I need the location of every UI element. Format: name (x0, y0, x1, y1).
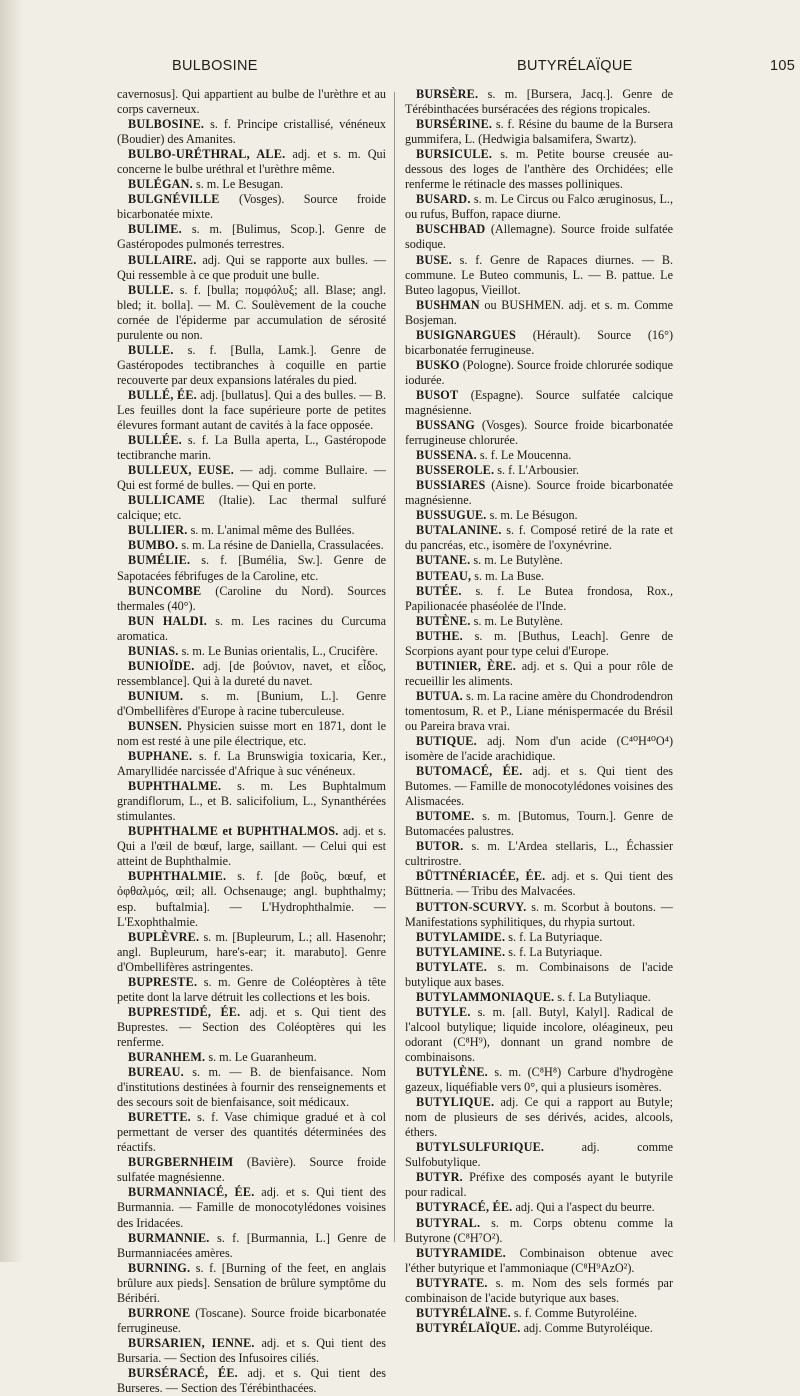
entry-definition: s. f. Composé retiré de la rate et du pancréas, etc., isomère de l'oxynévrine. (405, 523, 673, 553)
dictionary-entry (405, 222, 673, 252)
entry-headword: BUTÈNE. (416, 613, 471, 628)
dictionary-entry (117, 584, 386, 614)
entry-headword: BUTUA. (416, 688, 463, 703)
entry-headword: BULÉGAN. (128, 177, 193, 192)
dictionary-entry (117, 869, 386, 929)
entry-definition: — adj. comme Bullaire. — Qui est formé de bulles. — Qui en porte. (117, 463, 386, 493)
dictionary-entry (117, 1261, 386, 1306)
entry-headword: BUTYLE. (416, 1004, 471, 1019)
entry-headword: BULIME. (128, 222, 182, 237)
entry-definition: s. m. [Bupleurum, L.; all. Hasenohr; angl. Bupleurum, hare's-ear; it. marabuto]. Genre d'Ombellifères astringentes. (117, 929, 386, 974)
dictionary-entry (117, 1155, 386, 1185)
entry-definition: s. f. [bulla; πομφόλυξ; all. Blase; angl. bled; it. bolla]. — M. C. Soulèvement de la couche cornée de l'épiderme par accumulation de sérosité purulente ou non. (117, 282, 386, 342)
dictionary-entry (117, 463, 386, 493)
entry-definition: (Aisne). Source froide bicarbonatée magnésienne. (405, 478, 674, 508)
dictionary-entry (405, 1276, 673, 1306)
dictionary-entry (405, 117, 673, 147)
dictionary-entry (405, 553, 673, 568)
dictionary-entry (117, 644, 386, 659)
entry-headword: BULLAIRE. (128, 252, 197, 267)
dictionary-entry (405, 809, 673, 839)
dictionary-entry (117, 388, 386, 433)
dictionary-entry (405, 1005, 673, 1065)
entry-headword: BÜTTNÉRIACÉE, ÉE. (416, 869, 546, 884)
entry-definition: adj. Qui a l'aspect du beurre. (515, 1200, 655, 1215)
entry-definition: adj. et s. Qui tient des Büttneria. — Tribu des Malvacées. (405, 869, 674, 899)
dictionary-entry (405, 478, 673, 508)
dictionary-entry (405, 523, 673, 553)
entry-headword: BUPLÈVRE. (128, 929, 200, 944)
dictionary-entry (405, 1140, 673, 1170)
entry-definition: s. f. Genre de Rapaces diurnes. — B. commune. Le Buteo communis, L. — B. pattue. Le Buteo lagopus, Vieillot. (405, 252, 674, 297)
dictionary-entry (405, 192, 673, 222)
entry-headword: BUNSEN. (128, 718, 182, 733)
entry-definition: adj. et s. Qui tient des Butomes. — Famille de monocotylédones voisines des Alismacées. (405, 764, 673, 809)
entry-definition: adj. et s. m. Qui concerne le bulbe uréthral et l'urèthre même. (117, 147, 386, 177)
dictionary-entry (405, 689, 673, 734)
dictionary-entry (405, 945, 673, 960)
entry-headword: BUPHTHALME et BUPHTHALMOS. (128, 824, 339, 839)
entry-definition: (Caroline du Nord). Sources thermales (40°). (117, 583, 387, 613)
entry-definition: (Bavière). Source froide sulfatée magnésienne. (117, 1155, 386, 1185)
dictionary-entry (405, 448, 673, 463)
entry-definition: s. m. La racine amère du Chondrodendron tomentosum, R. et P., Liane ménispermacée du Brésil ou Pareira brava vrai. (405, 688, 674, 733)
entry-headword: BUSOT (416, 387, 459, 402)
entry-definition: s. m. [all. Butyl, Kalyl]. Radical de l'alcool butylique; liquide incolore, oléagineux, peu odorant (C⁸H⁹), donnant un grand nombre de combinaisons. (405, 1004, 673, 1064)
dictionary-entry (117, 283, 386, 343)
entry-headword: BUNIAS. (128, 643, 179, 658)
dictionary-entry (405, 418, 673, 448)
entry-headword: BUTYRACÉ, ÉE. (416, 1200, 513, 1215)
dictionary-entry (405, 569, 673, 584)
entry-definition: s. m. Le Bésugon. (489, 508, 578, 523)
entry-definition: adj. Ce qui a rapport au Butyle; nom de plusieurs de ses dérivés, acides, alcools, éthers. (405, 1095, 673, 1140)
entry-headword: BUTYLATE. (416, 959, 487, 974)
entry-definition: s. m. [Butomus, Tourn.]. Genre de Butomacées palustres. (405, 809, 673, 839)
entry-definition: s. m. [Buthus, Leach]. Genre de Scorpions ayant pour type celui d'Europe. (405, 628, 674, 658)
dictionary-entry (405, 328, 673, 358)
dictionary-entry (117, 779, 386, 824)
entry-definition: s. f. La Butyriaque. (508, 929, 603, 944)
entry-headword: BUSSIARES (416, 478, 486, 493)
entry-headword: BUTHE. (416, 628, 463, 643)
entry-definition: adj. et s. Qui a pour rôle de recueillir les aliments. (405, 658, 673, 688)
entry-headword: BURSÈRE. (416, 87, 479, 101)
entry-definition: s. m. La Buse. (474, 568, 545, 583)
header-left-guideword: BULBOSINE (172, 58, 258, 74)
dictionary-entry (117, 177, 386, 192)
entry-headword: BULLICAME (128, 493, 205, 508)
entry-headword: BURSICULE. (416, 147, 493, 162)
dictionary-entry (405, 358, 673, 388)
dictionary-entry (405, 253, 673, 298)
entry-definition: (Italie). Lac thermal sulfuré calcique; etc. (117, 493, 386, 523)
dictionary-entry (405, 930, 673, 945)
entry-definition: s. f. [de βοῦς, bœuf, et ὀφθαλμός, œil; all. Ochsenauge; angl. buphthalmy; esp. buftalmia]. — L'Hydrophthalmie. — L'Exophthalmie. (117, 869, 386, 929)
entry-headword: BUMÉLIE. (128, 553, 191, 568)
entry-definition: s. m. — B. de bienfaisance. Nom d'institutions destinées à fournir des renseignements et des secours soit de bienfaisance, soit médicaux. (117, 1065, 386, 1110)
entry-definition: s. m. [Bulimus, Scop.]. Genre de Gastéropodes pulmonés terrestres. (117, 222, 386, 252)
dictionary-entry (117, 1185, 386, 1230)
dictionary-entry (117, 1065, 386, 1110)
dictionary-entry (117, 147, 386, 177)
dictionary-entry (405, 1095, 673, 1140)
page-number: 105 (770, 58, 796, 74)
entry-headword: BULLE. (128, 342, 174, 357)
entry-headword: BULLE. (128, 282, 174, 297)
entry-definition: (Vosges). Source froide bicarbonatée mixte. (117, 192, 387, 222)
entry-headword: BUTTON-SCURVY. (416, 899, 527, 914)
entry-headword: BUTÉE. (416, 583, 462, 598)
entry-definition: adj. et s. Qui tient des Bursaria. — Section des Infusoires ciliés. (117, 1335, 386, 1365)
dictionary-entry (405, 659, 673, 689)
entry-headword: BUNIOÏDE. (128, 658, 195, 673)
entry-definition: s. m. Le Guaranheum. (208, 1050, 317, 1064)
book-spine-shadow (0, 0, 24, 1262)
entry-headword: BUTYR. (416, 1170, 463, 1185)
dictionary-entry (117, 1005, 386, 1050)
entry-definition: (Espagne). Source sulfatée calcique magnésienne. (405, 387, 673, 417)
entry-headword: BURMANNIE. (128, 1230, 210, 1245)
entry-headword: BUPHTHALMIE. (128, 869, 227, 884)
dictionary-entry (117, 719, 386, 749)
entry-headword: BULBO-URÉTHRAL, ALE. (128, 147, 286, 162)
dictionary-entry (117, 1306, 386, 1336)
entry-headword: BUSARD. (416, 192, 471, 207)
dictionary-entry (405, 584, 673, 614)
entry-definition: adj. et s. Qui a l'œil de bœuf, large, saillant. — Celui qui est atteint de Buphthalmie. (117, 824, 386, 869)
left-column (117, 87, 387, 1396)
entry-definition: (Hérault). Source (16°) bicarbonatée ferrugineuse. (405, 327, 674, 357)
dictionary-entry (117, 523, 386, 538)
entry-definition: adj. Comme Butyroléique. (523, 1320, 653, 1335)
entry-headword: BURMANNIACÉ, ÉE. (128, 1185, 255, 1200)
entry-headword: BUTOME. (416, 809, 475, 824)
dictionary-entry (117, 659, 386, 689)
entry-definition: Préfixe des composés ayant le butyrile pour radical. (405, 1170, 673, 1200)
entry-headword: BUREAU. (128, 1065, 184, 1080)
entry-definition: ou BUSHMEN. adj. et s. m. Comme Bosjeman. (405, 297, 674, 327)
dictionary-entry (405, 614, 673, 629)
entry-definition: adj. Qui se rapporte aux bulles. — Qui ressemble à ce que produit une bulle. (117, 252, 386, 282)
dictionary-entry (405, 1306, 673, 1321)
dictionary-entry (117, 343, 386, 388)
entry-headword: BUTIQUE. (416, 734, 477, 749)
entry-headword: BUSHMAN (416, 297, 480, 312)
entry-headword: BUSKO (416, 357, 460, 372)
dictionary-entry (405, 764, 673, 809)
dictionary-entry (405, 1200, 673, 1215)
entry-definition: cavernosus]. Qui appartient au bulbe de l'urèthre et au corps caverneux. (117, 87, 386, 117)
dictionary-entry (117, 87, 386, 117)
entry-definition: (Vosges). Source froide bicarbonatée ferrugineuse chlorurée. (405, 418, 674, 448)
entry-definition: s. f. Vase chimique gradué et à col permettant de verser des quantités déterminées des réactifs. (117, 1110, 387, 1155)
dictionary-entry (117, 1050, 386, 1065)
dictionary-entry (405, 839, 673, 869)
entry-headword: BUMBO. (128, 538, 179, 553)
dictionary-entry (117, 117, 386, 147)
entry-headword: BUPRESTE. (128, 974, 198, 989)
entry-definition: adj. et s. Qui tient des Buprestes. — Section des Coléoptères qui les renferme. (117, 1004, 386, 1049)
entry-headword: BURSÉRINE. (416, 117, 493, 132)
entry-definition: s. m. (C⁸H⁸) Carbure d'hydrogène gazeux, liquéfiable vers 0°, qui a plusieurs isomères. (405, 1065, 674, 1095)
entry-headword: BUTINIER, ÈRE. (416, 658, 516, 673)
dictionary-entry (405, 388, 673, 418)
header-right-guideword: BUTYRÉLAÏQUE (517, 58, 633, 74)
entry-headword: BUTYLAMMONIAQUE. (416, 989, 555, 1004)
entry-definition: s. f. [Bulla, Lamk.]. Genre de Gastéropodes tectibranches à coquille en partie recouverte par deux expansions latérales du pied. (117, 342, 386, 387)
entry-headword: BUSCHBAD (416, 222, 486, 237)
dictionary-entry (117, 253, 386, 283)
dictionary-entry (405, 1246, 673, 1276)
entry-headword: BULLÉ, ÉE. (128, 387, 197, 402)
entry-headword: BUNCOMBE (128, 583, 202, 598)
entry-definition: s. f. Principe cristallisé, vénéneux (Boudier) des Amanites. (117, 117, 387, 147)
dictionary-entry (117, 1110, 386, 1155)
entry-definition: (Allemagne). Source froide sulfatée sodique. (405, 222, 673, 252)
entry-definition: adj. et s. Qui tient des Burmannia. — Famille de monocotylédones voisines des Iridacées. (117, 1185, 386, 1230)
dictionary-entry (405, 1321, 673, 1336)
entry-definition: s. f. Comme Butyroléine. (513, 1305, 638, 1320)
entry-definition: s. m. Petite bourse creusée au-dessous des loges de l'anthère des Orchidées; elle renferme le rétinacle des masses polliniques. (405, 147, 673, 192)
entry-definition: adj. comme Sulfobutylique. (405, 1140, 673, 1170)
entry-definition: s. m. Le Besugan. (195, 177, 284, 192)
dictionary-entry (405, 1065, 673, 1095)
dictionary-entry (117, 930, 386, 975)
entry-headword: BUTOMACÉ, ÉE. (416, 764, 523, 779)
dictionary-entry (117, 553, 386, 583)
dictionary-entry (117, 1366, 386, 1396)
entry-headword: BUTANE. (416, 553, 471, 568)
entry-headword: BUTYRATE. (416, 1275, 488, 1290)
entry-headword: BUTYRAMIDE. (416, 1245, 506, 1260)
entry-definition: s. f. La Brunswigia toxicaria, Ker., Amaryllidée narcissée d'Afrique à suc vénéneux. (117, 749, 386, 779)
entry-headword: BUSE. (416, 252, 452, 267)
entry-headword: BURGBERNHEIM (128, 1155, 234, 1170)
entry-definition: s. m. Nom des sels formés par combinaison de l'acide butyrique aux bases. (405, 1275, 674, 1305)
entry-definition: s. m. Les racines du Curcuma aromatica. (117, 613, 386, 643)
entry-definition: s. m. [Bursera, Jacq.]. Genre de Térébinthacées burséracées des régions tropicales. (405, 87, 673, 117)
entry-headword: BUTYLAMIDE. (416, 929, 506, 944)
entry-headword: BUTYLIQUE. (416, 1095, 495, 1110)
entry-definition: s. f. [Burmannia, L.] Genre de Burmanniacées amères. (117, 1230, 387, 1260)
dictionary-entry (405, 629, 673, 659)
column-divider (394, 92, 395, 1242)
entry-definition: s. m. Combinaisons de l'acide butylique aux bases. (405, 959, 674, 989)
entry-headword: BUTYLAMINE. (416, 944, 506, 959)
entry-definition: s. f. [Bumélia, Sw.]. Genre de Sapotacées fébrifuges de la Caroline, etc. (117, 553, 386, 583)
entry-headword: BUN HALDI. (128, 613, 208, 628)
dictionary-entry (405, 900, 673, 930)
entry-definition: adj. et s. Qui tient des Burseres. — Section des Térébinthacées. (117, 1365, 387, 1396)
dictionary-entry (117, 222, 386, 252)
dictionary-entry (117, 1336, 386, 1366)
entry-definition: adj. Nom d'un acide (C⁴⁰H⁴⁰O⁴) isomère de l'acide arachidique. (405, 734, 674, 764)
entry-definition: Physicien suisse mort en 1871, dont le nom est resté à une pile électrique, etc. (117, 718, 386, 749)
entry-definition: s. m. [Bunium, L.]. Genre d'Ombellifères d'Europe à racine tuberculeuse. (117, 688, 387, 718)
entry-definition: s. m. Le Butylène. (473, 613, 563, 628)
entry-definition: Combinaison obtenue avec l'éther butyrique et l'ammoniaque (C⁸H⁹AzO²). (405, 1245, 673, 1275)
entry-definition: (Pologne). Source froide chlorurée sodique iodurée. (405, 357, 674, 387)
entry-definition: s. m. Le Bunias orientalis, L., Crucifère. (181, 643, 378, 658)
entry-headword: BURRONE (128, 1305, 191, 1320)
dictionary-entry (117, 493, 386, 523)
running-header (0, 58, 800, 86)
entry-headword: BULGNÉVILLE (128, 192, 220, 207)
entry-headword: BUTOR. (416, 839, 464, 854)
entry-headword: BUTYLSULFURIQUE. (416, 1140, 545, 1155)
entry-headword: BUTYRÉLAÏQUE. (416, 1320, 521, 1335)
entry-definition: (Toscane). Source froide bicarbonatée ferrugineuse. (117, 1305, 386, 1335)
dictionary-entry (117, 538, 386, 553)
entry-headword: BUSIGNARGUES (416, 327, 516, 342)
entry-headword: BULLIER. (128, 523, 188, 538)
dictionary-entry (117, 1231, 386, 1261)
dictionary-entry (405, 1170, 673, 1200)
dictionary-entry (405, 147, 673, 192)
entry-definition: s. m. Scorbut à boutons. — Manifestations syphilitiques, du rhypia surtout. (405, 899, 673, 929)
dictionary-entry (405, 298, 673, 328)
entry-definition: adj. [de βούνιον, navet, et εἶδος, ressemblance]. Qui à la dureté du navet. (117, 658, 387, 688)
entry-definition: s. m. L'animal même des Bullées. (190, 523, 355, 538)
entry-headword: BUTYRAL. (416, 1215, 481, 1230)
entry-definition: s. m. Le Butylène. (473, 553, 563, 568)
entry-headword: BUSSANG (416, 418, 475, 433)
dictionary-entry (405, 508, 673, 523)
dictionary-entry (405, 87, 673, 117)
entry-definition: s. m. Genre de Coléoptères à tête petite dont la larve détruit les collections et les bois. (117, 974, 387, 1004)
dictionary-entry (117, 689, 386, 719)
entry-definition: s. f. Résine du baume de la Bursera gummifera, L. (Hedwigia balsamifera, Swartz). (405, 117, 673, 147)
dictionary-entry (405, 463, 673, 478)
dictionary-entry (405, 734, 673, 764)
entry-headword: BURNING. (128, 1260, 191, 1275)
entry-definition: s. f. [Burning of the feet, en anglais brûlure aux pieds]. Sensation de brûlure symptôme du Béribéri. (117, 1260, 386, 1305)
entry-definition: s. m. Le Circus ou Falco æruginosus, L., ou rufus, Buffon, rapace diurne. (405, 192, 674, 222)
entry-definition: s. m. La résine de Daniella, Crassulacées. (181, 538, 384, 553)
entry-definition: s. f. Le Butea frondosa, Rox., Papilionacée phaséolée de l'Inde. (405, 583, 673, 613)
entry-definition: s. f. La Bulla aperta, L., Gastéropode tectibranche marin. (117, 433, 386, 463)
entry-definition: s. f. L'Arbousier. (497, 463, 579, 478)
entry-definition: s. m. Corps obtenu comme la Butyrone (C⁸H⁷O²). (405, 1215, 674, 1245)
entry-definition: s. f. La Butyliaque. (557, 989, 651, 1004)
entry-headword: BUPRESTIDÉ, ÉE. (128, 1004, 241, 1019)
entry-definition: adj. [bullatus]. Qui a des bulles. — B. Les feuilles dont la face supérieure porte de petites élevures formant autant de cavités à la face opposée. (117, 387, 387, 433)
entry-headword: BUTYLÈNE. (416, 1065, 488, 1080)
dictionary-entry (117, 614, 386, 644)
entry-headword: BURSÉRACÉ, ÉE. (128, 1365, 238, 1380)
dictionary-entry (117, 749, 386, 779)
dictionary-entry (117, 433, 386, 463)
entry-headword: BUSSUGUE. (416, 508, 487, 523)
dictionary-entry (117, 824, 386, 869)
entry-headword: BUTALANINE. (416, 523, 502, 538)
dictionary-entry (117, 192, 386, 222)
entry-headword: BULLEUX, EUSE. (128, 463, 234, 478)
entry-headword: BUPHTHALME. (128, 779, 222, 794)
entry-headword: BUSSEROLE. (416, 463, 495, 478)
entry-definition: s. m. Les Buphtalmum grandiflorum, L., et B. salicifolium, L., Synanthérées stimulantes. (117, 779, 387, 824)
entry-headword: BURSARIEN, IENNE. (128, 1335, 255, 1350)
dictionary-entry (405, 960, 673, 990)
dictionary-entry (405, 869, 673, 899)
dictionary-entry (405, 1216, 673, 1246)
entry-headword: BULBOSINE. (128, 117, 205, 132)
entry-headword: BUNIUM. (128, 688, 184, 703)
entry-headword: BURANHEM. (128, 1050, 206, 1064)
entry-headword: BULLÉE. (128, 433, 182, 448)
dictionary-entry (117, 975, 386, 1005)
right-column (405, 87, 674, 1335)
entry-definition: s. m. L'Ardea stellaris, L., Échassier cultrirostre. (405, 839, 674, 869)
entry-headword: BUSSENA. (416, 448, 477, 463)
entry-headword: BURETTE. (128, 1110, 191, 1125)
entry-headword: BUTEAU, (416, 568, 472, 583)
dictionary-entry (405, 990, 673, 1005)
entry-definition: s. f. La Butyriaque. (508, 944, 603, 959)
entry-headword: BUTYRÉLAÏNE. (416, 1305, 511, 1320)
entry-definition: s. f. Le Moucenna. (479, 448, 572, 463)
entry-headword: BUPHANE. (128, 749, 193, 764)
